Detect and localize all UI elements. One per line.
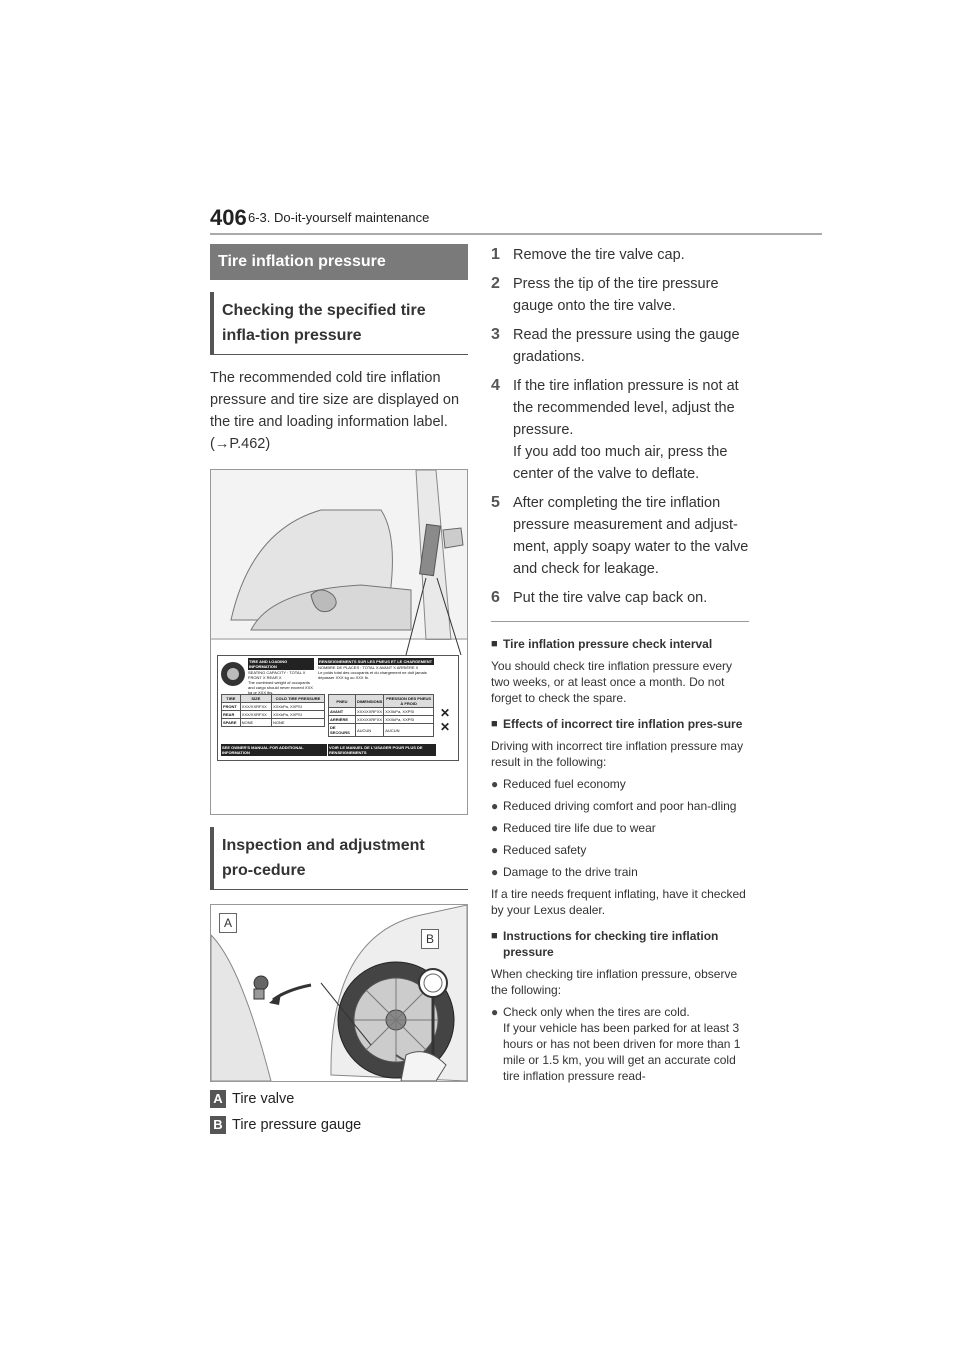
right-column (491, 244, 749, 1084)
label-col-fr: PNEU (329, 695, 356, 708)
step-number (491, 441, 513, 485)
step-number: 3 (491, 326, 500, 343)
step-text: If you add too much air, press the center of the valve to deflate. (513, 444, 728, 482)
label-col-en: TIRE (222, 695, 241, 703)
subheading-specified-pressure: Checking the specified tire infla-tion pressure (210, 292, 468, 355)
tire-loading-label (217, 655, 459, 761)
step-item (491, 492, 749, 580)
label-cell: AUCUN (355, 724, 383, 737)
label-cell: XXX/XXRFXX (240, 703, 271, 711)
label-weight-fr: Le poids total des occupants et du chargement ne doit jamais dépasser XXX kg ou XXX lb. (318, 670, 427, 680)
label-cell: NONE (240, 719, 271, 727)
caption-text-a: Tire valve (232, 1091, 295, 1107)
step-text: After completing the tire inflation pressure measurement and adjust-ment, apply soapy water to the valve and check for leakage. (513, 495, 749, 577)
callout-lines (211, 470, 467, 670)
step-number: 2 (491, 275, 500, 292)
note-paragraph: Driving with incorrect tire inflation pressure may result in the following: (491, 739, 744, 769)
step-item (491, 441, 749, 485)
step-number: 4 (491, 377, 500, 394)
note-bullet-continuation: If your vehicle has been parked for at least 3 hours or has not been driven for more than 1 mile or 1.5 km, you will get an accurate cold tire inflation pressure read- (503, 1021, 741, 1083)
circle-bullet-icon: ● (491, 799, 499, 813)
note-paragraph: When checking tire inflation pressure, observe the following: (491, 967, 738, 997)
circle-bullet-icon: ● (491, 865, 499, 879)
left-column (210, 244, 468, 1134)
note-heading (491, 928, 749, 960)
label-header-fr: RENSEIGNEMENTS SUR LES PNEUS ET LE CHARGEMENT (319, 659, 433, 664)
step-number: 5 (491, 494, 500, 511)
label-cell: DE SECOURS (329, 724, 356, 737)
note-bullet-text: Reduced safety (503, 843, 587, 857)
label-header-en: TIRE AND LOADING INFORMATION (248, 658, 314, 670)
circle-bullet-icon: ● (491, 843, 499, 857)
step-item (491, 273, 749, 317)
square-bullet-icon: ■ (491, 718, 498, 730)
label-marks: ✕ ✕ (440, 706, 451, 734)
note-bullet (491, 842, 749, 858)
note-bullet-text: Reduced tire life due to wear (503, 821, 656, 835)
label-footer-fr: VOIR LE MANUEL DE L'USAGER POUR PLUS DE RENSEIGNEMENTS (328, 744, 436, 756)
note-bullet-body (503, 1004, 749, 1084)
step-item (491, 324, 749, 368)
caption-text-b: Tire pressure gauge (232, 1117, 362, 1133)
label-weight-en: The combined weight of occupants and cargo should never exceed XXX kg or XXX lbs. (248, 680, 313, 695)
label-cell: XXXkPa, XXPSI (271, 703, 324, 711)
label-cell: AUCUN (384, 724, 434, 737)
label-cell: ARRIÈRE (329, 716, 356, 724)
label-col-fr: PRESSION DES PNEUS À FROID (384, 695, 434, 708)
note-paragraph: If a tire needs frequent inflating, have it checked by your Lexus dealer. (491, 887, 746, 917)
label-cell: XXX/XXRFXX (356, 717, 383, 722)
figure-label-a: A (219, 913, 237, 933)
label-footer-en: SEE OWNER'S MANUAL FOR ADDITIONAL INFORMATION (221, 744, 327, 756)
label-col-fr: DIMENSIONS (355, 695, 383, 708)
square-bullet-icon: ■ (491, 930, 498, 942)
circle-bullet-icon: ● (491, 821, 499, 835)
note-heading (491, 716, 749, 732)
label-cell: XXX/XXRFXX (356, 709, 383, 714)
label-col-en: COLD TIRE PRESSURE (271, 695, 324, 703)
step-item (491, 244, 749, 266)
label-cell: REAR (222, 711, 241, 719)
step-text: Read the pressure using the gauge gradations. (513, 327, 740, 365)
circle-bullet-icon: ● (491, 777, 499, 791)
main-heading: Tire inflation pressure (210, 244, 468, 280)
step-item (491, 375, 749, 441)
note-bullet (491, 864, 749, 880)
caption-a (210, 1090, 468, 1108)
note-heading-text: Tire inflation pressure check interval (503, 637, 713, 651)
label-seating-fr: NOMBRE DE PLACES : TOTAL X AVANT X ARRIÈRE X (318, 665, 419, 670)
label-cell: XXXkPa, XXPSI (384, 708, 434, 716)
label-cell: XXXkPa, XXPSI (271, 711, 324, 719)
square-bullet-icon: ■ (491, 638, 498, 650)
caption-b (210, 1116, 468, 1134)
tire-gauge-figure (210, 904, 468, 1082)
step-number: 1 (491, 246, 500, 263)
header-rule (210, 233, 822, 235)
label-seating-en: SEATING CAPACITY : TOTAL X FRONT X REAR X (248, 670, 306, 680)
circle-bullet-icon: ● (491, 1005, 499, 1019)
step-text: Remove the tire valve cap. (513, 247, 685, 263)
note-heading (491, 636, 749, 652)
note-bullet-text: Check only when the tires are cold. (503, 1005, 690, 1019)
label-cell: SPARE (222, 719, 241, 727)
note-bullet (491, 798, 749, 814)
caption-badge-a: A (210, 1090, 226, 1108)
note-heading-text: Instructions for checking tire inflation pressure (503, 929, 719, 959)
label-cell: XXXkPa, XXPSI (384, 716, 434, 724)
label-cell: XXX/XXRFXX (240, 711, 271, 719)
step-text: If the tire inflation pressure is not at the recommended level, adjust the pressure. (513, 378, 739, 438)
figure-label-b: B (421, 929, 439, 949)
step-text: Press the tip of the tire pressure gauge onto the tire valve. (513, 276, 719, 314)
note-bullet-text: Reduced fuel economy (503, 777, 626, 791)
notes-divider (491, 621, 749, 622)
note-bullet (491, 1004, 749, 1084)
label-cell: FRONT (222, 703, 241, 711)
label-cell: NONE (271, 719, 324, 727)
step-text: Put the tire valve cap back on. (513, 590, 708, 606)
note-bullet-text: Reduced driving comfort and poor han-dling (503, 799, 737, 813)
tire-label-figure (210, 469, 468, 815)
page-number: 406 (210, 205, 247, 230)
note-bullet (491, 820, 749, 836)
label-table-fr (328, 694, 434, 737)
label-table-en (221, 694, 325, 727)
label-cell: AVANT (329, 708, 356, 716)
note-bullet-text: Damage to the drive train (503, 865, 638, 879)
subheading-inspection: Inspection and adjustment pro-cedure (210, 827, 468, 890)
step-item (491, 587, 749, 609)
caption-badge-b: B (210, 1116, 226, 1134)
note-paragraph: You should check tire inflation pressure every two weeks, or at least once a month. Do not forget to check the spare. (491, 659, 733, 705)
intro-paragraph: The recommended cold tire inflation pressure and tire size are displayed on the tire and loading information label. (→P.462) (210, 370, 460, 452)
label-col-en: SIZE (240, 695, 271, 703)
tire-icon (221, 662, 245, 686)
section-title: 6-3. Do-it-yourself maintenance (248, 210, 430, 225)
step-number: 6 (491, 589, 500, 606)
note-bullet (491, 776, 749, 792)
note-heading-text: Effects of incorrect tire inflation pres-sure (503, 717, 743, 731)
